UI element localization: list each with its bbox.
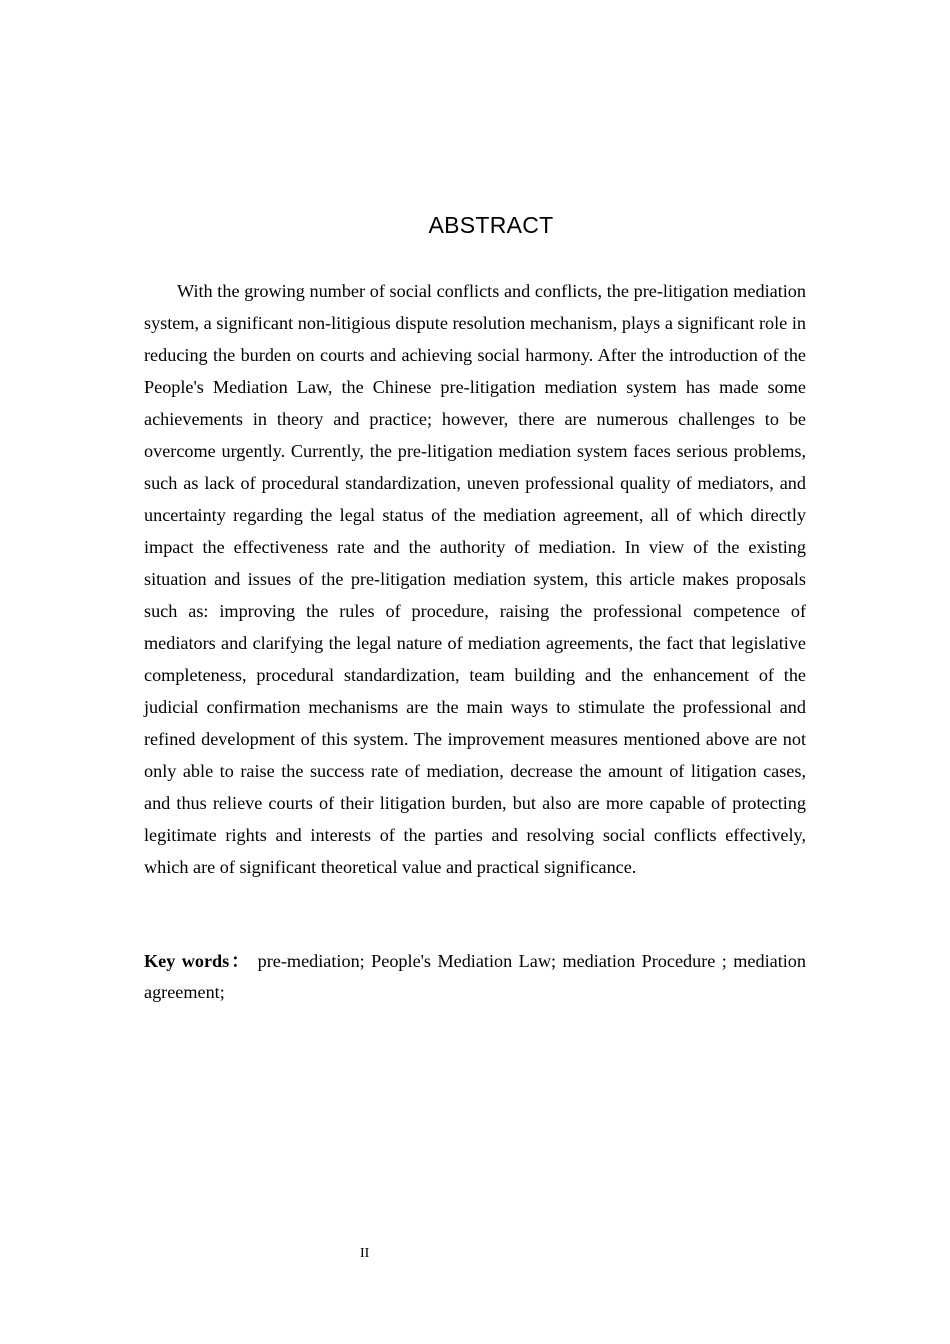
keywords-text: pre-mediation; People's Mediation Law; mediation Procedure ; mediation agreement; bbox=[144, 951, 806, 1002]
keywords-paragraph bbox=[144, 946, 806, 1008]
keywords-label: Key words： bbox=[144, 951, 252, 971]
abstract-body: With the growing number of social conflicts and conflicts, the pre-litigation mediation system, a significant non-litigious dispute resolution mechanism, plays a significant role in reducing the burden on courts and achieving social harmony. After the introduction of the People's Mediation Law, the Chinese pre-litigation mediation system has made some achievements in theory and practice; however, there are numerous challenges to be overcome urgently. Currently, the pre-litigation mediation system faces serious problems, such as lack of procedural standardization, uneven professional quality of mediators, and uncertainty regarding the legal status of the mediation agreement, all of which directly impact the effectiveness rate and the authority of mediation. In view of the existing situation and issues of the pre-litigation mediation system, this article makes proposals such as: improving the rules of procedure, raising the professional competence of mediators and clarifying the legal nature of mediation agreements, the fact that legislative completeness, procedural standardization, team building and the enhancement of the judicial confirmation mechanisms are the main ways to stimulate the professional and refined development of this system. The improvement measures mentioned above are not only able to raise the success rate of mediation, decrease the amount of litigation cases, and thus relieve courts of their litigation burden, but also are more capable of protecting legitimate rights and interests of the parties and resolving social conflicts effectively, which are of significant theoretical value and practical significance. bbox=[144, 281, 806, 877]
page-number: II bbox=[360, 1246, 370, 1261]
abstract-title: ABSTRACT bbox=[428, 212, 554, 238]
